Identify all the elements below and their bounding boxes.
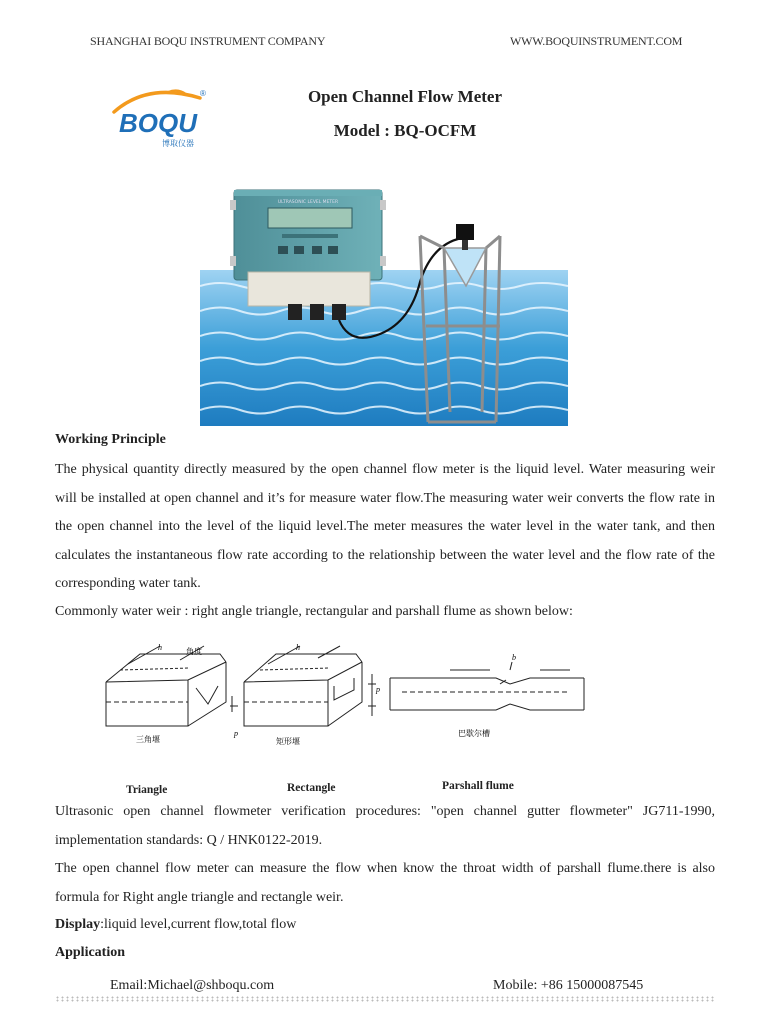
verification-paragraph: Ultrasonic open channel flowmeter verification procedures: "open channel gutter flowmeter" JG711-1990, implementation standards: Q / HNK0122-2019.	[55, 804, 715, 848]
product-model: Model : BQ-OCFM	[333, 121, 477, 140]
cable-gland	[310, 304, 324, 320]
product-photo	[200, 186, 568, 426]
svg-text:p: p	[376, 685, 380, 694]
weir-types-intro: Commonly water weir : right angle triangle, rectangular and parshall flume as shown below:	[55, 604, 573, 619]
footer-email[interactable]: Email:Michael@shboqu.com	[110, 978, 275, 993]
product-title: Open Channel Flow Meter	[307, 87, 503, 106]
display-line	[55, 911, 715, 940]
caption-rectangle: Rectangle	[287, 782, 336, 794]
application-heading: Application	[55, 945, 126, 960]
triangle-angle-label: 角度	[186, 647, 202, 656]
caption-parshall-flume: Parshall flume	[442, 780, 514, 792]
ultrasonic-sensor	[456, 224, 474, 240]
display-text: :liquid level,current flow,total flow	[100, 917, 297, 932]
logo-text: BOQU	[119, 108, 197, 138]
svg-text:h: h	[296, 643, 300, 652]
caption-triangle: Triangle	[126, 784, 168, 796]
triangle-weir-diagram	[106, 646, 238, 726]
meter-display	[268, 208, 352, 228]
working-principle-paragraph: The physical quantity directly measured by the open channel flow meter is the liquid level. Water measuring weir will be installed at open channel and it’s for measure water flow.The measuring water weir converts the flow rate in the open channel into the level of the liquid level.The meter measures the water level in the water tank, and then calculates the instantaneous flow rate according to the relationship between the water level and the flow rate of the corresponding water tank.	[55, 462, 715, 591]
footer-mobile: Mobile: +86 15000087545	[493, 978, 644, 993]
meter-button	[294, 246, 304, 254]
triangle-weir-label: 三角堰	[136, 735, 160, 744]
meter-button	[278, 246, 288, 254]
rectangle-weir-label: 矩形堰	[276, 737, 300, 746]
terminal-box	[248, 272, 370, 306]
meter-button	[312, 246, 322, 254]
throat-width-paragraph: The open channel flow meter can measure the flow when know the throat width of parshall flume.there is also formula for Right angle triangle and rectangle weir.	[55, 861, 715, 905]
weir-diagrams	[100, 640, 590, 750]
meter-label: ULTRASONIC LEVEL METER	[277, 200, 339, 205]
rectangle-weir-diagram	[244, 646, 376, 726]
svg-text:p: p	[234, 729, 238, 738]
display-label: Display	[55, 917, 101, 932]
meter-button	[328, 246, 338, 254]
svg-text:®: ®	[200, 89, 206, 98]
parshall-flume-label: 巴歇尔槽	[458, 729, 490, 738]
footer-divider	[55, 996, 715, 1002]
logo-subtext: 博取仪器	[162, 139, 194, 148]
svg-text:b: b	[512, 653, 516, 662]
cable-gland	[288, 304, 302, 320]
working-principle-heading: Working Principle	[55, 432, 166, 447]
header-company: SHANGHAI BOQU INSTRUMENT COMPANY	[90, 34, 326, 48]
header-website[interactable]: WWW.BOQUINSTRUMENT.COM	[510, 34, 683, 48]
cable-gland	[332, 304, 346, 320]
svg-text:h: h	[158, 643, 162, 652]
parshall-flume-diagram	[390, 662, 584, 710]
